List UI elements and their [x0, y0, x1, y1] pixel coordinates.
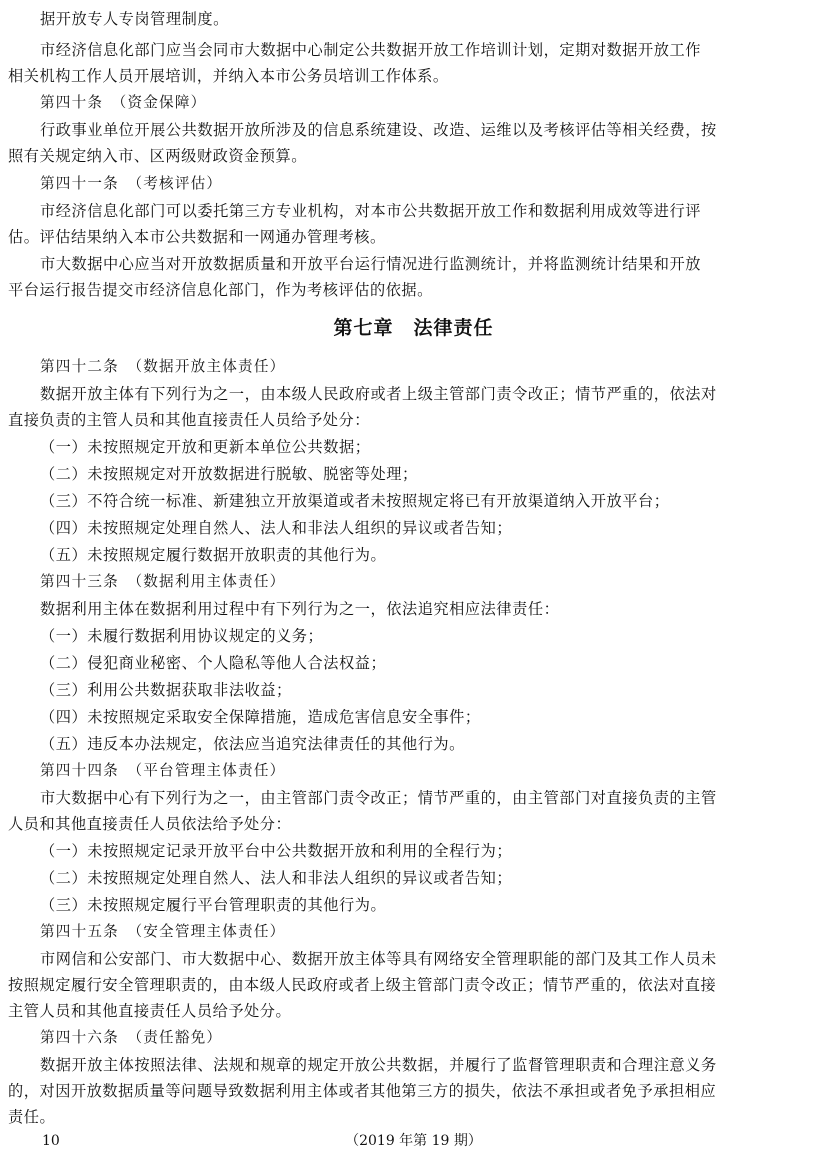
article-heading: 第四十五条 （安全管理主体责任） [40, 923, 286, 940]
list-item: （三）未按照规定履行平台管理职责的其他行为。 [40, 896, 387, 914]
list-item: （三）利用公共数据获取非法收益； [40, 681, 292, 699]
article-heading: 第四十三条 （数据利用主体责任） [40, 573, 286, 590]
text-line: 数据开放主体有下列行为之一，由本级人民政府或者上级主管部门责令改正；情节严重的，依法对 [40, 385, 717, 403]
text-line: 平台运行报告提交市经济信息化部门，作为考核评估的依据。 [8, 281, 433, 299]
list-item: （三）不符合统一标准、新建独立开放渠道或者未按照规定将已有开放渠道纳入开放平台； [40, 492, 670, 510]
text-line: 市大数据中心有下列行为之一，由主管部门责令改正；情节严重的，由主管部门对直接负责的主管 [40, 789, 717, 807]
list-item: （二）未按照规定对开放数据进行脱敏、脱密等处理； [40, 465, 418, 483]
text-line: 按照规定履行安全管理职责的，由本级人民政府或者上级主管部门责令改正；情节严重的，依法对直接 [8, 976, 717, 994]
text-line: 数据开放主体按照法律、法规和规章的规定开放公共数据，并履行了监督管理职责和合理注意义务 [40, 1056, 717, 1074]
list-item: （五）未按照规定履行数据开放职责的其他行为。 [40, 546, 387, 564]
article-heading: 第四十条 （资金保障） [40, 94, 207, 111]
list-item: （二）未按照规定处理自然人、法人和非法人组织的异议或者告知； [40, 869, 513, 887]
text-line: 市大数据中心应当对开放数据质量和开放平台运行情况进行监测统计，并将监测统计结果和开放 [40, 255, 701, 273]
list-item: （一）未按照规定开放和更新本单位公共数据； [40, 438, 371, 456]
article-heading: 第四十二条 （数据开放主体责任） [40, 358, 286, 375]
list-item: （一）未按照规定记录开放平台中公共数据开放和利用的全程行为； [40, 842, 513, 860]
text-line: 市经济信息化部门应当会同市大数据中心制定公共数据开放工作培训计划，定期对数据开放工作 [40, 41, 701, 59]
text-line: 照有关规定纳入市、区两级财政资金预算。 [8, 147, 308, 165]
text-line: 行政事业单位开展公共数据开放所涉及的信息系统建设、改造、运维以及考核评估等相关经费，按 [40, 121, 717, 139]
page-number: 10 [42, 1133, 60, 1149]
list-item: （四）未按照规定处理自然人、法人和非法人组织的异议或者告知； [40, 519, 513, 537]
text-line: 责任。 [8, 1108, 56, 1126]
text-line: 相关机构工作人员开展培训，并纳入本市公务员培训工作体系。 [8, 67, 449, 85]
text-line: 估。评估结果纳入本市公共数据和一网通办管理考核。 [8, 228, 386, 246]
list-item: （一）未履行数据利用协议规定的义务； [40, 627, 324, 645]
article-heading: 第四十四条 （平台管理主体责任） [40, 762, 286, 779]
article-heading: 第四十六条 （责任豁免） [40, 1029, 223, 1046]
text-line: 的，对因开放数据质量等问题导致数据利用主体或者其他第三方的损失，依法不承担或者免予承担相应 [8, 1082, 717, 1100]
list-item: （四）未按照规定采取安全保障措施，造成危害信息安全事件； [40, 708, 481, 726]
text-line: 市经济信息化部门可以委托第三方专业机构，对本市公共数据开放工作和数据利用成效等进行评 [40, 202, 701, 220]
text-line: 主管人员和其他直接责任人员给予处分。 [8, 1002, 292, 1020]
text-line: 直接负责的主管人员和其他直接责任人员给予处分： [8, 411, 370, 429]
text-line: 人员和其他直接责任人员依法给予处分： [8, 815, 292, 833]
text-line: 据开放专人专岗管理制度。 [40, 10, 229, 28]
text-line: 数据利用主体在数据利用过程中有下列行为之一，依法追究相应法律责任： [40, 600, 560, 618]
article-heading: 第四十一条 （考核评估） [40, 175, 223, 192]
issue-label: （2019 年第 19 期） [345, 1133, 482, 1149]
text-line: 市网信和公安部门、市大数据中心、数据开放主体等具有网络安全管理职能的部门及其工作人员未 [40, 950, 717, 968]
list-item: （五）违反本办法规定，依法应当追究法律责任的其他行为。 [40, 735, 465, 753]
chapter-title: 第七章 法律责任 [333, 317, 494, 339]
list-item: （二）侵犯商业秘密、个人隐私等他人合法权益； [40, 654, 387, 672]
